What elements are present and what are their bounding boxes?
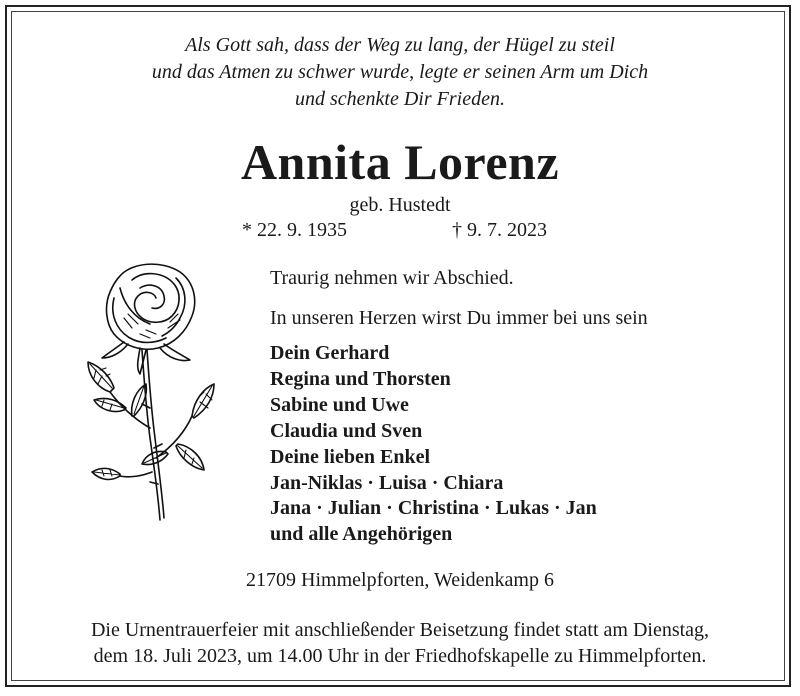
rose-sepal	[102, 342, 128, 358]
farewell-text: Traurig nehmen wir Abschied.	[270, 267, 514, 289]
rose-illustration	[80, 258, 220, 526]
deceased-name: Annita Lorenz	[240, 134, 560, 190]
family-address: 21709 Himmelpforten, Weidenkamp 6	[246, 569, 554, 591]
rose-petal	[132, 274, 179, 323]
signers-list	[270, 341, 597, 548]
rose-stem	[142, 350, 160, 520]
birth-date: * 22. 9. 1935	[242, 219, 347, 241]
signer-line: Dein Gerhard	[270, 342, 390, 364]
service-line: Die Urnentrauerfeier mit anschließender Beisetzung findet statt am Dienstag,	[90, 619, 710, 641]
signer-line: Jan-Niklas · Luisa · Chiara	[270, 471, 504, 494]
poem-line: und schenkte Dir Frieden.	[295, 88, 505, 110]
signer-line: Claudia und Sven	[270, 419, 423, 442]
rose-branch	[110, 392, 150, 428]
service-line: dem 18. Juli 2023, um 14.00 Uhr in der Friedhofskapelle zu Himmelpforten.	[93, 645, 707, 667]
service-info	[0, 617, 800, 669]
signer-line: Deine lieben Enkel	[270, 445, 431, 468]
signer-line: Regina und Thorsten	[270, 367, 451, 390]
rose-petal	[113, 298, 166, 343]
rose-branch	[120, 472, 152, 477]
hearts-text: In unseren Herzen wirst Du immer bei uns sein	[270, 307, 648, 329]
signer-line: und alle Angehörigen	[270, 523, 453, 546]
poem	[0, 32, 800, 113]
maiden-name: geb. Hustedt	[349, 194, 451, 216]
poem-line: Als Gott sah, dass der Weg zu lang, der Hügel zu steil	[185, 34, 615, 56]
rose-petal	[107, 264, 195, 349]
poem-line: und das Atmen zu schwer wurde, legte er seinen Arm um Dich	[151, 61, 649, 83]
rose-petal	[140, 285, 164, 308]
signer-line: Sabine und Uwe	[270, 393, 409, 416]
rose-petal	[162, 278, 185, 336]
signer-line: Jana · Julian · Christina · Lukas · Jan	[270, 497, 597, 520]
death-date: † 9. 7. 2023	[452, 219, 547, 241]
